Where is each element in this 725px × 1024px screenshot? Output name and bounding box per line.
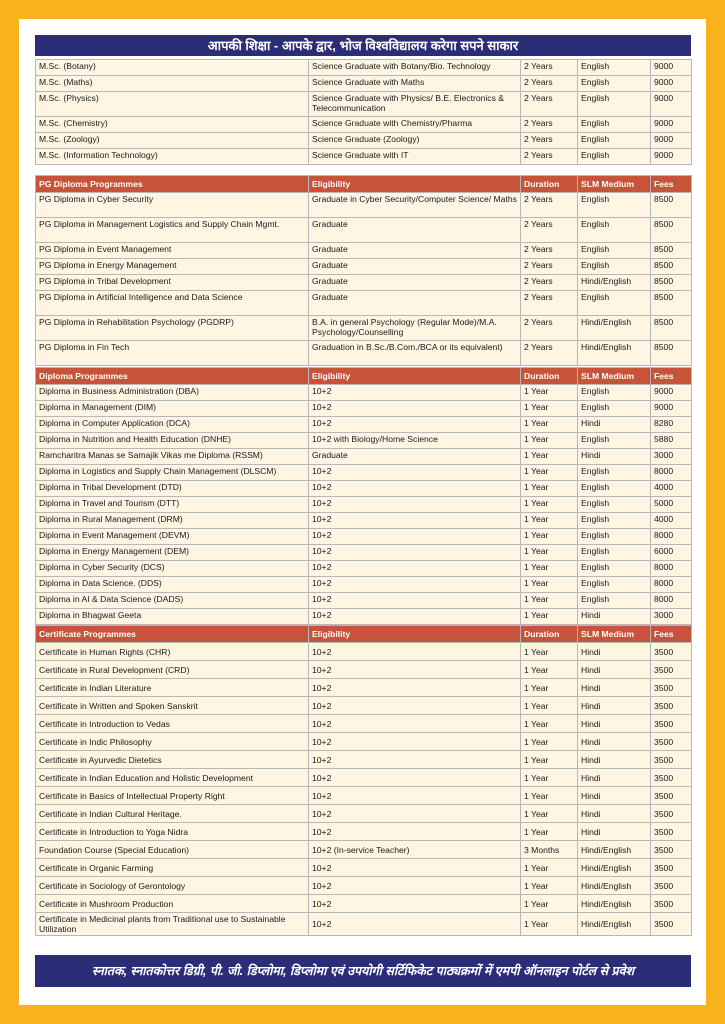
medium-cell: English	[578, 593, 651, 609]
eligibility-cell: 10+2	[309, 679, 521, 697]
table-row	[36, 545, 692, 561]
fees-cell: 8500	[651, 316, 692, 341]
header-eligibility-cell: Eligibility	[309, 368, 521, 385]
programme-cell: PG Diploma in Artificial Intelligence and Data Science	[36, 291, 309, 316]
table-row	[36, 769, 692, 787]
programme-cell: M.Sc. (Zoology)	[36, 133, 309, 149]
eligibility-cell: Graduate	[309, 243, 521, 259]
table-row	[36, 341, 692, 366]
header-fees-cell: Fees	[651, 176, 692, 193]
programme-cell: Certificate in Mushroom Production	[36, 895, 309, 913]
medium-cell: English	[578, 243, 651, 259]
table-row	[36, 593, 692, 609]
fees-cell: 9000	[651, 385, 692, 401]
eligibility-cell: 10+2	[309, 529, 521, 545]
header-programme-cell: PG Diploma Programmes	[36, 176, 309, 193]
table-row	[36, 193, 692, 218]
duration-cell: 1 Year	[521, 787, 578, 805]
eligibility-cell: 10+2	[309, 913, 521, 936]
medium-cell: English	[578, 401, 651, 417]
duration-cell: 1 Year	[521, 715, 578, 733]
duration-cell: 1 Year	[521, 661, 578, 679]
table-row	[36, 149, 692, 165]
header-fees-cell: Fees	[651, 368, 692, 385]
fees-cell: 3500	[651, 859, 692, 877]
medium-cell: Hindi/English	[578, 341, 651, 366]
fees-cell: 3500	[651, 733, 692, 751]
medium-cell: Hindi/English	[578, 316, 651, 341]
table-row	[36, 449, 692, 465]
fees-cell: 8280	[651, 417, 692, 433]
medium-cell: English	[578, 561, 651, 577]
table-row	[36, 529, 692, 545]
header-medium-cell: SLM Medium	[578, 368, 651, 385]
duration-cell: 1 Year	[521, 823, 578, 841]
duration-cell: 2 Years	[521, 76, 578, 92]
fees-cell: 6000	[651, 545, 692, 561]
fees-cell: 3500	[651, 805, 692, 823]
table-row	[36, 401, 692, 417]
eligibility-cell: 10+2	[309, 859, 521, 877]
eligibility-cell: Science Graduate with Chemistry/Pharma	[309, 117, 521, 133]
fees-cell: 3500	[651, 787, 692, 805]
programme-cell: Diploma in Bhagwat Geeta	[36, 609, 309, 625]
pg-diploma-table	[35, 175, 692, 366]
fees-cell: 4000	[651, 513, 692, 529]
duration-cell: 2 Years	[521, 341, 578, 366]
medium-cell: English	[578, 385, 651, 401]
fees-cell: 3500	[651, 679, 692, 697]
medium-cell: Hindi	[578, 643, 651, 661]
fees-cell: 8000	[651, 561, 692, 577]
medium-cell: English	[578, 92, 651, 117]
programme-cell: Ramcharitra Manas se Samajik Vikas me Diploma (RSSM)	[36, 449, 309, 465]
table-row	[36, 715, 692, 733]
fees-cell: 3500	[651, 769, 692, 787]
programme-cell: Diploma in Management (DIM)	[36, 401, 309, 417]
table-row	[36, 805, 692, 823]
eligibility-cell: Graduate	[309, 275, 521, 291]
header-duration-cell: Duration	[521, 626, 578, 643]
medium-cell: Hindi/English	[578, 275, 651, 291]
table-row	[36, 913, 692, 936]
table-row	[36, 433, 692, 449]
fees-cell: 9000	[651, 92, 692, 117]
eligibility-cell: 10+2	[309, 787, 521, 805]
table-row	[36, 561, 692, 577]
programme-cell: Diploma in Business Administration (DBA)	[36, 385, 309, 401]
duration-cell: 1 Year	[521, 529, 578, 545]
programme-cell: M.Sc. (Botany)	[36, 60, 309, 76]
table-row	[36, 117, 692, 133]
programme-cell: Certificate in Introduction to Yoga Nidra	[36, 823, 309, 841]
certificate-table	[35, 625, 692, 936]
eligibility-cell: B.A. in general Psychology (Regular Mode)/M.A. Psychology/Counselling	[309, 316, 521, 341]
medium-cell: English	[578, 133, 651, 149]
duration-cell: 2 Years	[521, 133, 578, 149]
table-row	[36, 275, 692, 291]
eligibility-cell: 10+2	[309, 823, 521, 841]
programme-cell: Diploma in AI & Data Science (DADS)	[36, 593, 309, 609]
medium-cell: Hindi	[578, 679, 651, 697]
table-row	[36, 218, 692, 243]
programme-cell: PG Diploma in Tribal Development	[36, 275, 309, 291]
table-row	[36, 513, 692, 529]
bottom-banner: स्नातक, स्नातकोत्तर डिग्री, पी. जी. डिप्लोमा, डिप्लोमा एवं उपयोगी सर्टिफिकेट पाठ्यक्रमों में एमपी ऑनलाइन पोर्टल से प्रवेश	[35, 955, 691, 987]
programme-cell: Certificate in Indian Cultural Heritage.	[36, 805, 309, 823]
fees-cell: 9000	[651, 133, 692, 149]
table-header-row	[36, 368, 692, 385]
eligibility-cell: Graduate	[309, 449, 521, 465]
eligibility-cell: 10+2	[309, 577, 521, 593]
duration-cell: 1 Year	[521, 877, 578, 895]
duration-cell: 2 Years	[521, 259, 578, 275]
medium-cell: Hindi	[578, 733, 651, 751]
fees-cell: 8000	[651, 593, 692, 609]
programme-cell: Diploma in Event Management (DEVM)	[36, 529, 309, 545]
medium-cell: English	[578, 465, 651, 481]
programme-cell: Certificate in Ayurvedic Dietetics	[36, 751, 309, 769]
eligibility-cell: 10+2	[309, 715, 521, 733]
duration-cell: 1 Year	[521, 433, 578, 449]
fees-cell: 3500	[651, 913, 692, 936]
fees-cell: 8500	[651, 291, 692, 316]
eligibility-cell: Science Graduate with Botany/Bio. Technology	[309, 60, 521, 76]
eligibility-cell: Science Graduate (Zoology)	[309, 133, 521, 149]
medium-cell: English	[578, 218, 651, 243]
fees-cell: 9000	[651, 401, 692, 417]
table-row	[36, 577, 692, 593]
programme-cell: Certificate in Basics of Intellectual Property Right	[36, 787, 309, 805]
table-row	[36, 76, 692, 92]
duration-cell: 2 Years	[521, 243, 578, 259]
header-duration-cell: Duration	[521, 368, 578, 385]
eligibility-cell: 10+2	[309, 895, 521, 913]
programme-cell: Certificate in Indian Education and Holistic Development	[36, 769, 309, 787]
programme-cell: Diploma in Logistics and Supply Chain Management (DLSCM)	[36, 465, 309, 481]
duration-cell: 1 Year	[521, 513, 578, 529]
eligibility-cell: Science Graduate with Maths	[309, 76, 521, 92]
programme-cell: Certificate in Written and Spoken Sanskrit	[36, 697, 309, 715]
fees-cell: 8500	[651, 218, 692, 243]
duration-cell: 1 Year	[521, 545, 578, 561]
medium-cell: Hindi	[578, 715, 651, 733]
medium-cell: Hindi	[578, 805, 651, 823]
eligibility-cell: 10+2	[309, 769, 521, 787]
programme-cell: PG Diploma in Cyber Security	[36, 193, 309, 218]
table-row	[36, 751, 692, 769]
duration-cell: 2 Years	[521, 218, 578, 243]
fees-cell: 5000	[651, 497, 692, 513]
table-row	[36, 481, 692, 497]
eligibility-cell: 10+2	[309, 481, 521, 497]
table-row	[36, 609, 692, 625]
programme-cell: Diploma in Computer Application (DCA)	[36, 417, 309, 433]
duration-cell: 1 Year	[521, 751, 578, 769]
duration-cell: 2 Years	[521, 149, 578, 165]
eligibility-cell: Science Graduate with IT	[309, 149, 521, 165]
table-row	[36, 60, 692, 76]
duration-cell: 2 Years	[521, 275, 578, 291]
medium-cell: Hindi	[578, 609, 651, 625]
duration-cell: 3 Months	[521, 841, 578, 859]
eligibility-cell: 10+2 (In-service Teacher)	[309, 841, 521, 859]
duration-cell: 2 Years	[521, 92, 578, 117]
medium-cell: English	[578, 577, 651, 593]
duration-cell: 1 Year	[521, 609, 578, 625]
medium-cell: Hindi	[578, 661, 651, 679]
duration-cell: 1 Year	[521, 733, 578, 751]
programme-cell: Certificate in Medicinal plants from Traditional use to Sustainable Utilization	[36, 913, 309, 936]
table-header-row	[36, 626, 692, 643]
programme-cell: Diploma in Nutrition and Health Education (DNHE)	[36, 433, 309, 449]
table-row	[36, 133, 692, 149]
fees-cell: 3500	[651, 697, 692, 715]
table-row	[36, 92, 692, 117]
eligibility-cell: Graduate	[309, 259, 521, 275]
fees-cell: 9000	[651, 149, 692, 165]
eligibility-cell: 10+2	[309, 497, 521, 513]
programme-cell: Certificate in Rural Development (CRD)	[36, 661, 309, 679]
medium-cell: English	[578, 117, 651, 133]
eligibility-cell: 10+2	[309, 643, 521, 661]
eligibility-cell: Graduate	[309, 291, 521, 316]
table-row	[36, 697, 692, 715]
header-fees-cell: Fees	[651, 626, 692, 643]
fees-cell: 3500	[651, 643, 692, 661]
brochure-sheet	[19, 19, 706, 1005]
programme-cell: M.Sc. (Chemistry)	[36, 117, 309, 133]
eligibility-cell: 10+2	[309, 697, 521, 715]
fees-cell: 3000	[651, 609, 692, 625]
top-banner: आपकी शिक्षा - आपके द्वार, भोज विश्वविद्यालय करेगा सपने साकार	[35, 35, 691, 56]
duration-cell: 1 Year	[521, 593, 578, 609]
medium-cell: Hindi/English	[578, 841, 651, 859]
programme-cell: M.Sc. (Information Technology)	[36, 149, 309, 165]
medium-cell: English	[578, 259, 651, 275]
medium-cell: English	[578, 513, 651, 529]
medium-cell: Hindi	[578, 751, 651, 769]
duration-cell: 2 Years	[521, 193, 578, 218]
duration-cell: 1 Year	[521, 449, 578, 465]
eligibility-cell: 10+2	[309, 877, 521, 895]
medium-cell: Hindi/English	[578, 913, 651, 936]
medium-cell: English	[578, 545, 651, 561]
programme-cell: M.Sc. (Physics)	[36, 92, 309, 117]
medium-cell: Hindi	[578, 417, 651, 433]
table-row	[36, 643, 692, 661]
programme-cell: PG Diploma in Fin Tech	[36, 341, 309, 366]
fees-cell: 3500	[651, 751, 692, 769]
medium-cell: Hindi	[578, 697, 651, 715]
duration-cell: 2 Years	[521, 316, 578, 341]
table-row	[36, 841, 692, 859]
medium-cell: Hindi/English	[578, 877, 651, 895]
fees-cell: 8500	[651, 193, 692, 218]
fees-cell: 3500	[651, 877, 692, 895]
duration-cell: 1 Year	[521, 769, 578, 787]
table-row	[36, 316, 692, 341]
fees-cell: 8500	[651, 275, 692, 291]
eligibility-cell: 10+2	[309, 545, 521, 561]
fees-cell: 9000	[651, 117, 692, 133]
eligibility-cell: 10+2	[309, 733, 521, 751]
fees-cell: 3500	[651, 715, 692, 733]
duration-cell: 2 Years	[521, 291, 578, 316]
fees-cell: 8000	[651, 577, 692, 593]
fees-cell: 5880	[651, 433, 692, 449]
duration-cell: 1 Year	[521, 497, 578, 513]
programme-cell: Diploma in Rural Management (DRM)	[36, 513, 309, 529]
table-row	[36, 417, 692, 433]
table-row	[36, 733, 692, 751]
table-row	[36, 661, 692, 679]
eligibility-cell: Graduate in Cyber Security/Computer Science/ Maths	[309, 193, 521, 218]
table-row	[36, 291, 692, 316]
fees-cell: 3000	[651, 449, 692, 465]
duration-cell: 1 Year	[521, 859, 578, 877]
medium-cell: Hindi	[578, 823, 651, 841]
programme-cell: Certificate in Sociology of Gerontology	[36, 877, 309, 895]
duration-cell: 1 Year	[521, 913, 578, 936]
header-eligibility-cell: Eligibility	[309, 176, 521, 193]
eligibility-cell: 10+2	[309, 385, 521, 401]
eligibility-cell: 10+2	[309, 401, 521, 417]
programme-cell: Diploma in Data Science. (DDS)	[36, 577, 309, 593]
header-medium-cell: SLM Medium	[578, 176, 651, 193]
programme-cell: Diploma in Tribal Development (DTD)	[36, 481, 309, 497]
header-programme-cell: Certificate Programmes	[36, 626, 309, 643]
medium-cell: English	[578, 193, 651, 218]
duration-cell: 1 Year	[521, 697, 578, 715]
eligibility-cell: 10+2	[309, 465, 521, 481]
programme-cell: Certificate in Introduction to Vedas	[36, 715, 309, 733]
fees-cell: 3500	[651, 841, 692, 859]
programme-cell: PG Diploma in Rehabilitation Psychology (PGDRP)	[36, 316, 309, 341]
fees-cell: 4000	[651, 481, 692, 497]
programme-cell: Foundation Course (Special Education)	[36, 841, 309, 859]
eligibility-cell: 10+2	[309, 593, 521, 609]
table-row	[36, 859, 692, 877]
header-eligibility-cell: Eligibility	[309, 626, 521, 643]
table-header-row	[36, 176, 692, 193]
programme-cell: M.Sc. (Maths)	[36, 76, 309, 92]
fees-cell: 9000	[651, 76, 692, 92]
eligibility-cell: Graduation in B.Sc./B.Com./BCA or its equivalent)	[309, 341, 521, 366]
eligibility-cell: 10+2	[309, 751, 521, 769]
diploma-table	[35, 367, 692, 625]
medium-cell: Hindi/English	[578, 859, 651, 877]
eligibility-cell: Science Graduate with Physics/ B.E. Electronics & Telecommunication	[309, 92, 521, 117]
medium-cell: Hindi/English	[578, 895, 651, 913]
fees-cell: 3500	[651, 823, 692, 841]
medium-cell: English	[578, 76, 651, 92]
duration-cell: 1 Year	[521, 465, 578, 481]
fees-cell: 8500	[651, 341, 692, 366]
duration-cell: 1 Year	[521, 561, 578, 577]
duration-cell: 1 Year	[521, 643, 578, 661]
medium-cell: English	[578, 60, 651, 76]
duration-cell: 1 Year	[521, 401, 578, 417]
fees-cell: 8000	[651, 465, 692, 481]
fees-cell: 3500	[651, 895, 692, 913]
table-row	[36, 385, 692, 401]
programme-cell: Certificate in Human Rights (CHR)	[36, 643, 309, 661]
medium-cell: English	[578, 291, 651, 316]
duration-cell: 2 Years	[521, 60, 578, 76]
fees-cell: 8000	[651, 529, 692, 545]
programme-cell: PG Diploma in Energy Management	[36, 259, 309, 275]
programme-cell: PG Diploma in Management Logistics and Supply Chain Mgmt.	[36, 218, 309, 243]
table-row	[36, 787, 692, 805]
table-row	[36, 877, 692, 895]
duration-cell: 1 Year	[521, 417, 578, 433]
eligibility-cell: 10+2	[309, 661, 521, 679]
programme-cell: Certificate in Indian Literature	[36, 679, 309, 697]
medium-cell: Hindi	[578, 769, 651, 787]
header-medium-cell: SLM Medium	[578, 626, 651, 643]
fees-cell: 8500	[651, 243, 692, 259]
table-row	[36, 823, 692, 841]
eligibility-cell: Graduate	[309, 218, 521, 243]
eligibility-cell: 10+2 with Biology/Home Science	[309, 433, 521, 449]
eligibility-cell: 10+2	[309, 417, 521, 433]
medium-cell: English	[578, 497, 651, 513]
fees-cell: 8500	[651, 259, 692, 275]
duration-cell: 1 Year	[521, 481, 578, 497]
duration-cell: 1 Year	[521, 805, 578, 823]
duration-cell: 2 Years	[521, 117, 578, 133]
eligibility-cell: 10+2	[309, 561, 521, 577]
header-duration-cell: Duration	[521, 176, 578, 193]
programme-cell: PG Diploma in Event Management	[36, 243, 309, 259]
fees-cell: 9000	[651, 60, 692, 76]
duration-cell: 1 Year	[521, 679, 578, 697]
medium-cell: Hindi	[578, 787, 651, 805]
medium-cell: English	[578, 149, 651, 165]
programme-cell: Diploma in Cyber Security (DCS)	[36, 561, 309, 577]
table-row	[36, 259, 692, 275]
table-row	[36, 679, 692, 697]
table-row	[36, 465, 692, 481]
programme-cell: Certificate in Organic Farming	[36, 859, 309, 877]
medium-cell: English	[578, 529, 651, 545]
table-row	[36, 497, 692, 513]
header-programme-cell: Diploma Programmes	[36, 368, 309, 385]
programme-cell: Diploma in Energy Management (DEM)	[36, 545, 309, 561]
eligibility-cell: 10+2	[309, 805, 521, 823]
msc-table	[35, 59, 692, 165]
programme-cell: Certificate in Indic Philosophy	[36, 733, 309, 751]
fees-cell: 3500	[651, 661, 692, 679]
medium-cell: Hindi	[578, 449, 651, 465]
duration-cell: 1 Year	[521, 895, 578, 913]
medium-cell: English	[578, 433, 651, 449]
medium-cell: English	[578, 481, 651, 497]
table-row	[36, 243, 692, 259]
eligibility-cell: 10+2	[309, 513, 521, 529]
programme-cell: Diploma in Travel and Tourism (DTT)	[36, 497, 309, 513]
table-row	[36, 895, 692, 913]
duration-cell: 1 Year	[521, 385, 578, 401]
duration-cell: 1 Year	[521, 577, 578, 593]
eligibility-cell: 10+2	[309, 609, 521, 625]
